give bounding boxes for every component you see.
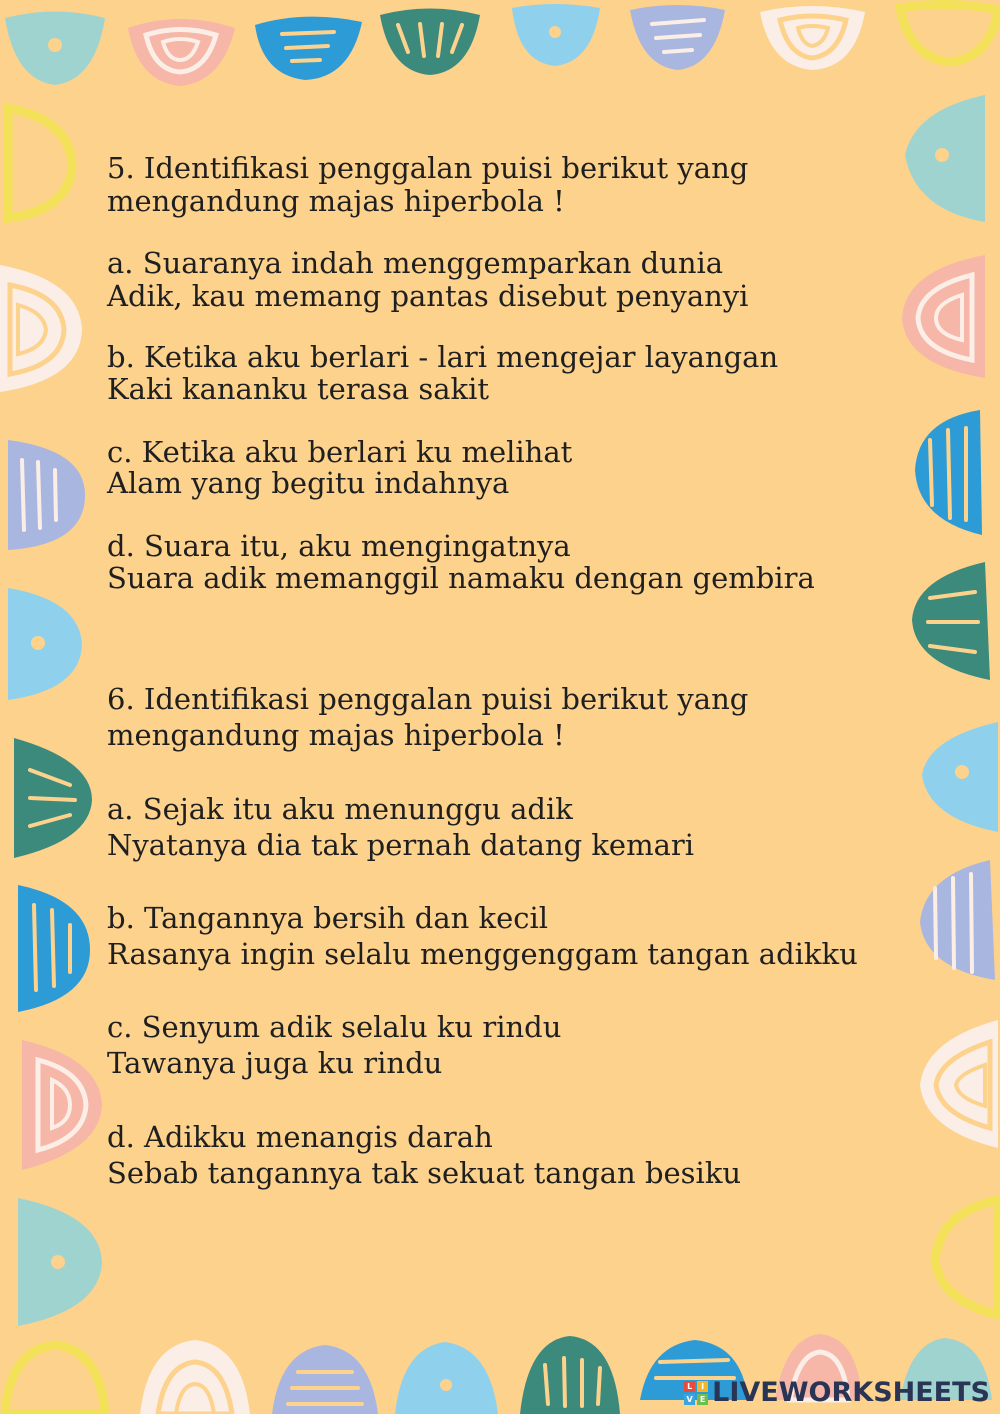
top-shape-3 bbox=[255, 17, 362, 80]
left-shape-7 bbox=[22, 1040, 102, 1170]
question-6-option-d[interactable]: d. Adikku menangis darah bbox=[107, 1120, 493, 1154]
top-shape-4 bbox=[380, 9, 480, 76]
left-shape-2 bbox=[0, 265, 82, 392]
left-shape-5 bbox=[14, 738, 92, 858]
question-6-option-b[interactable]: b. Tangannya bersih dan kecil bbox=[107, 901, 549, 935]
question-5-option-a[interactable]: a. Suaranya indah menggemparkan dunia bbox=[107, 246, 724, 280]
right-shape-8 bbox=[935, 1200, 998, 1315]
question-5-option-a-line-2: Adik, kau memang pantas disebut penyanyi bbox=[107, 279, 749, 313]
question-6-option-a-line-2: Nyatanya dia tak pernah datang kemari bbox=[107, 828, 695, 862]
top-shape-6 bbox=[630, 5, 725, 70]
question-5-prompt-line-2: mengandung majas hiperbola ! bbox=[107, 184, 565, 218]
question-5-option-c[interactable]: c. Ketika aku berlari ku melihat bbox=[107, 435, 573, 469]
left-shape-1 bbox=[8, 108, 72, 218]
right-shape-5 bbox=[922, 722, 998, 832]
top-shape-1 bbox=[5, 12, 105, 86]
question-5-option-b[interactable]: b. Ketika aku berlari - lari mengejar layangan bbox=[107, 340, 779, 374]
liveworksheets-logo[interactable] bbox=[684, 1377, 990, 1408]
bottom-shape-5 bbox=[520, 1336, 620, 1414]
bottom-shape-4 bbox=[395, 1342, 498, 1414]
question-5-option-c-line-2: Alam yang begitu indahnya bbox=[107, 466, 510, 500]
question-5-option-d-line-2: Suara adik memanggil namaku dengan gembira bbox=[107, 561, 815, 595]
top-shape-5 bbox=[512, 4, 600, 66]
question-6-prompt-line-1: 6. Identifikasi penggalan puisi berikut yang bbox=[107, 682, 749, 716]
left-shape-6 bbox=[18, 885, 90, 1012]
logo-cubes-icon bbox=[684, 1381, 708, 1405]
top-shape-2 bbox=[128, 19, 235, 86]
brand-text: LIVEWORKSHEETS bbox=[712, 1377, 990, 1408]
question-5-prompt-line-1: 5. Identifikasi penggalan puisi berikut yang bbox=[107, 151, 749, 185]
top-shape-8 bbox=[900, 4, 998, 62]
left-shape-8 bbox=[18, 1198, 102, 1326]
right-shape-7 bbox=[920, 1020, 998, 1148]
left-shape-3 bbox=[8, 440, 85, 550]
logo-cube-v: V bbox=[684, 1394, 695, 1405]
question-6-option-a[interactable]: a. Sejak itu aku menunggu adik bbox=[107, 792, 573, 826]
question-5-option-b-line-2: Kaki kananku terasa sakit bbox=[107, 372, 490, 406]
question-6-option-b-line-2: Rasanya ingin selalu menggenggam tangan adikku bbox=[107, 937, 858, 971]
question-6-option-d-line-2: Sebab tangannya tak sekuat tangan besiku bbox=[107, 1156, 742, 1190]
question-6-prompt-line-2: mengandung majas hiperbola ! bbox=[107, 718, 565, 752]
bottom-shape-3 bbox=[272, 1345, 378, 1414]
left-shape-4 bbox=[8, 588, 82, 700]
question-6-option-c[interactable]: c. Senyum adik selalu ku rindu bbox=[107, 1010, 562, 1044]
right-shape-1 bbox=[905, 95, 985, 222]
bottom-shape-1 bbox=[5, 1345, 105, 1414]
question-5-option-d[interactable]: d. Suara itu, aku mengingatnya bbox=[107, 529, 571, 563]
bottom-shape-2 bbox=[140, 1340, 250, 1414]
right-shape-4 bbox=[912, 562, 990, 680]
logo-cube-l: L bbox=[684, 1381, 695, 1392]
right-shape-2 bbox=[902, 255, 985, 378]
question-6-option-c-line-2: Tawanya juga ku rindu bbox=[107, 1046, 443, 1080]
right-shape-3 bbox=[915, 410, 982, 535]
top-shape-7 bbox=[760, 6, 865, 70]
right-shape-6 bbox=[920, 860, 995, 980]
logo-cube-e: E bbox=[697, 1394, 708, 1405]
logo-cube-i: I bbox=[697, 1381, 708, 1392]
